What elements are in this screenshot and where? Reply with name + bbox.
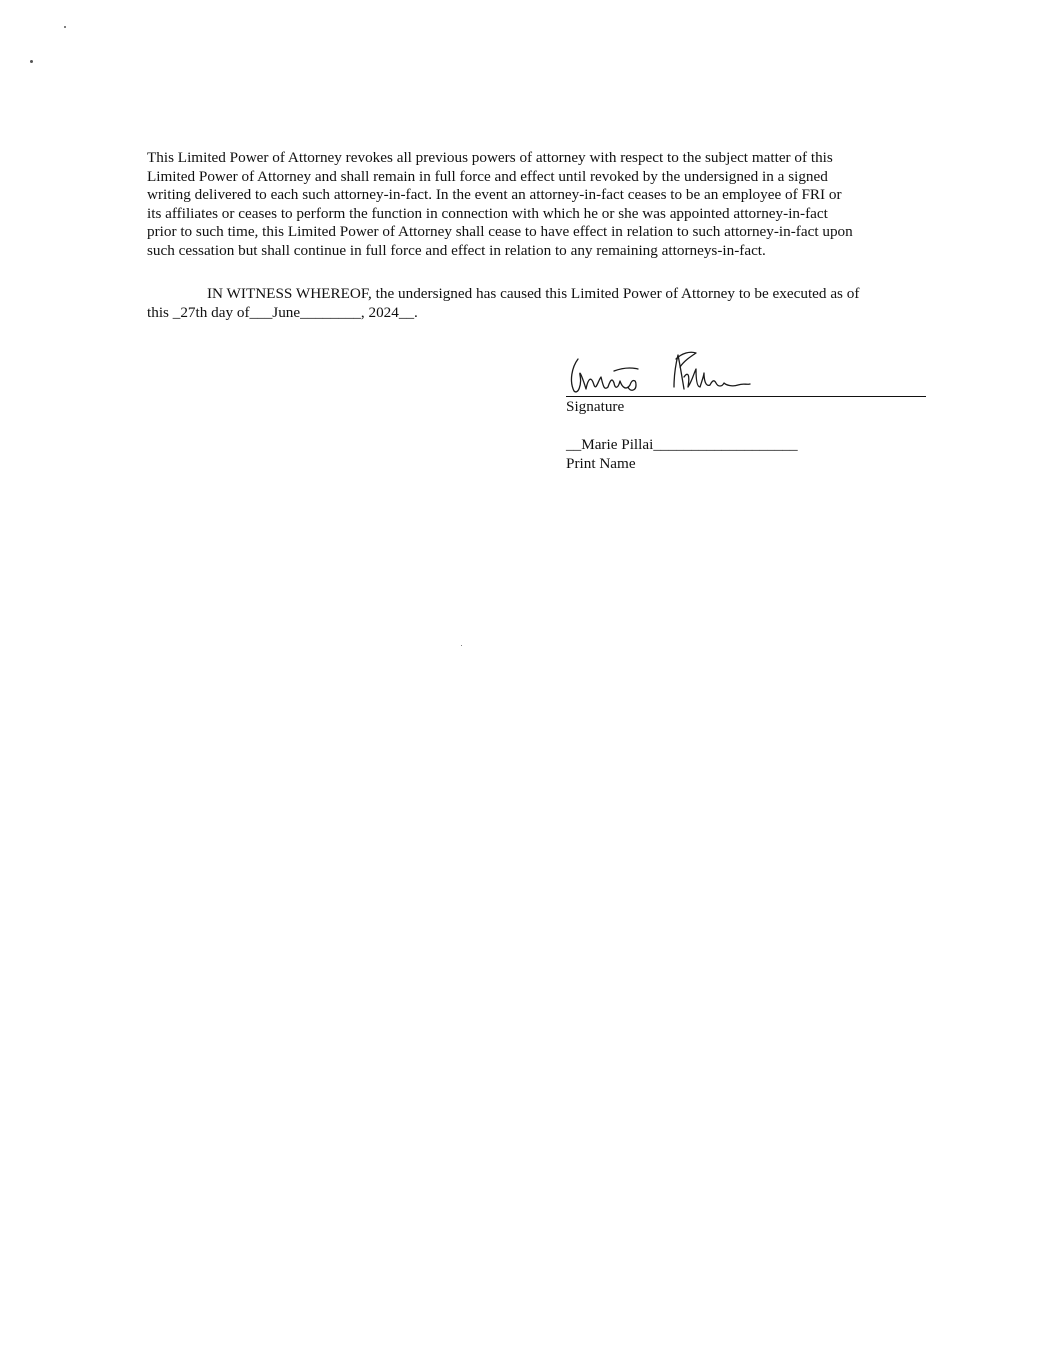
signature-block (566, 345, 928, 485)
print-name-value: __Marie Pillai___________________ (566, 436, 798, 453)
paragraph-line: its affiliates or ceases to perform the function in connection with which he or she was appointed attorney-in-fact (147, 204, 828, 222)
paragraph-line: Limited Power of Attorney and shall remain in full force and effect until revoked by the undersigned in a signed (147, 167, 828, 185)
print-name-label: Print Name (566, 455, 636, 472)
witness-line-2: this _27th day of___June________, 2024__. (147, 303, 418, 321)
paragraph-line: prior to such time, this Limited Power of Attorney shall cease to have effect in relation to such attorney-in-fact upon (147, 223, 853, 240)
scan-speck (30, 60, 33, 63)
handwritten-signature (566, 345, 766, 397)
paragraph-line: This Limited Power of Attorney revokes all previous powers of attorney with respect to the subject matter of this (147, 149, 833, 166)
paragraph-line: writing delivered to each such attorney-in-fact. In the event an attorney-in-fact ceases to be an employee of FRI or (147, 186, 842, 203)
witness-clause (147, 285, 937, 322)
signature-label: Signature (566, 398, 625, 415)
witness-line-1: IN WITNESS WHEREOF, the undersigned has caused this Limited Power of Attorney to be executed as of (207, 285, 860, 302)
scan-speck (64, 26, 66, 28)
scan-speck (461, 645, 462, 646)
signature-line (566, 396, 926, 397)
paragraph-line: such cessation but shall continue in full force and effect in relation to any remaining attorneys-in-fact. (147, 241, 766, 259)
revocation-paragraph (147, 149, 932, 260)
